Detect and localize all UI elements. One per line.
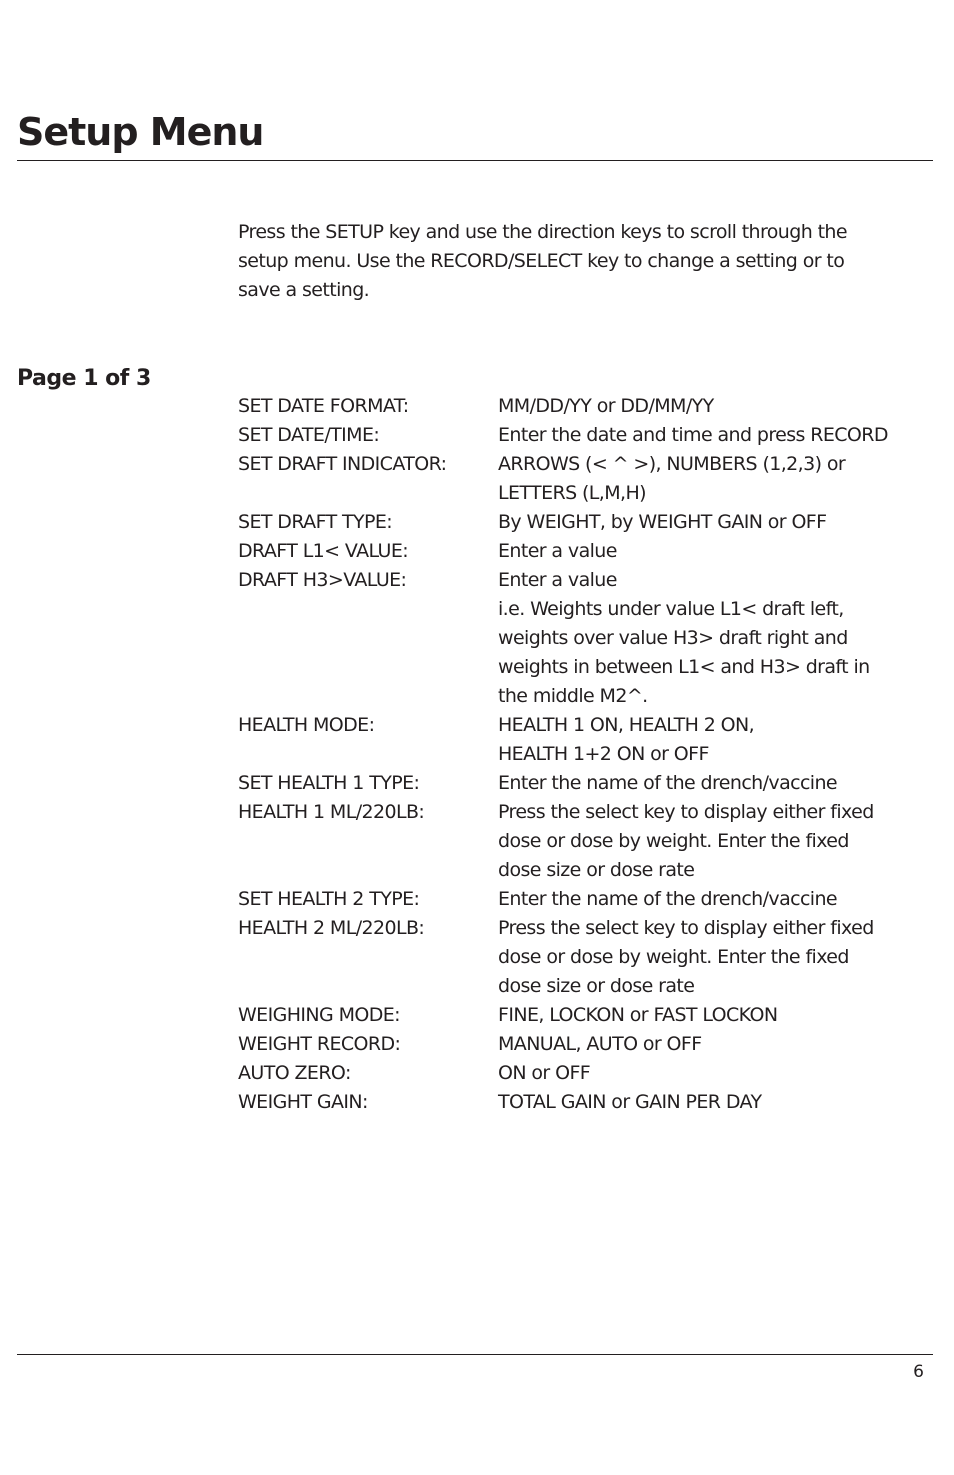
setting-value-line: Enter a value — [498, 540, 617, 562]
setting-value — [498, 508, 938, 537]
setting-value — [498, 1001, 938, 1030]
setting-value-line: the middle M2^. — [498, 685, 648, 707]
setting-value — [498, 711, 938, 769]
setting-row — [238, 508, 938, 537]
intro-line: setup menu. Use the RECORD/SELECT key to change a setting or to — [238, 250, 845, 272]
page-title: Setup Menu — [17, 110, 264, 154]
setting-value-line: dose or dose by weight. Enter the fixed — [498, 830, 849, 852]
header-divider — [17, 160, 933, 161]
setting-value — [498, 450, 938, 508]
intro-line: Press the SETUP key and use the direction keys to scroll through the — [238, 221, 847, 243]
setting-key: SET DRAFT INDICATOR: — [238, 453, 447, 475]
setting-value — [498, 914, 938, 1001]
setting-value-line: Enter the name of the drench/vaccine — [498, 888, 838, 910]
setting-key: SET HEALTH 2 TYPE: — [238, 888, 420, 910]
setting-key: WEIGHT RECORD: — [238, 1033, 401, 1055]
setting-key: SET DRAFT TYPE: — [238, 511, 393, 533]
setting-key: HEALTH MODE: — [238, 714, 375, 736]
setting-value-line: ON or OFF — [498, 1062, 591, 1084]
setting-value-line: dose size or dose rate — [498, 859, 695, 881]
page-number: 6 — [913, 1362, 924, 1382]
setting-key: WEIGHING MODE: — [238, 1004, 400, 1026]
setting-row — [238, 1059, 938, 1088]
setting-row — [238, 566, 938, 711]
setting-value-line: Press the select key to display either fixed — [498, 917, 874, 939]
setting-row — [238, 1030, 938, 1059]
setting-row — [238, 914, 938, 1001]
setting-value — [498, 885, 938, 914]
setting-value — [498, 798, 938, 885]
setting-key: DRAFT H3>VALUE: — [238, 569, 407, 591]
setting-row — [238, 421, 938, 450]
setting-value-line: MM/DD/YY or DD/MM/YY — [498, 395, 714, 417]
setting-key: DRAFT L1< VALUE: — [238, 540, 409, 562]
footer-divider — [17, 1354, 933, 1355]
setting-key: SET HEALTH 1 TYPE: — [238, 772, 420, 794]
setting-key: SET DATE FORMAT: — [238, 395, 409, 417]
setting-row — [238, 769, 938, 798]
setting-value — [498, 1059, 938, 1088]
setting-value-line: FINE, LOCKON or FAST LOCKON — [498, 1004, 778, 1026]
setting-row — [238, 798, 938, 885]
intro-line: save a setting. — [238, 279, 370, 301]
setting-row — [238, 711, 938, 769]
setting-value-line: HEALTH 1 ON, HEALTH 2 ON, — [498, 714, 755, 736]
section-label: Page 1 of 3 — [17, 366, 151, 391]
setting-value-line: MANUAL, AUTO or OFF — [498, 1033, 702, 1055]
setting-value-line: Enter the name of the drench/vaccine — [498, 772, 838, 794]
setting-value — [498, 421, 938, 450]
setting-value-line: Press the select key to display either fixed — [498, 801, 874, 823]
setting-value — [498, 1088, 938, 1117]
setting-row — [238, 450, 938, 508]
setting-value-line: Enter the date and time and press RECORD — [498, 424, 888, 446]
setting-value-line: LETTERS (L,M,H) — [498, 482, 646, 504]
setting-value — [498, 537, 938, 566]
setting-value-line: TOTAL GAIN or GAIN PER DAY — [498, 1091, 762, 1113]
setting-value-line: dose size or dose rate — [498, 975, 695, 997]
setting-value-line: weights in between L1< and H3> draft in — [498, 656, 870, 678]
setting-row — [238, 885, 938, 914]
setting-value-line: ARROWS (< ^ >), NUMBERS (1,2,3) or — [498, 453, 846, 475]
setting-row — [238, 1001, 938, 1030]
setting-key: HEALTH 2 ML/220LB: — [238, 917, 425, 939]
settings-list — [238, 392, 938, 1117]
intro-paragraph — [238, 218, 928, 305]
setting-value — [498, 566, 938, 711]
setting-row — [238, 537, 938, 566]
setting-value-line: weights over value H3> draft right and — [498, 627, 848, 649]
setting-value-line: HEALTH 1+2 ON or OFF — [498, 743, 709, 765]
setting-key: SET DATE/TIME: — [238, 424, 380, 446]
setting-key: WEIGHT GAIN: — [238, 1091, 368, 1113]
setting-key: AUTO ZERO: — [238, 1062, 351, 1084]
setting-value-line: dose or dose by weight. Enter the fixed — [498, 946, 849, 968]
setting-value — [498, 1030, 938, 1059]
setting-key: HEALTH 1 ML/220LB: — [238, 801, 425, 823]
setting-row — [238, 392, 938, 421]
setting-value-line: i.e. Weights under value L1< draft left, — [498, 598, 844, 620]
setting-value — [498, 392, 938, 421]
setting-value — [498, 769, 938, 798]
setting-value-line: By WEIGHT, by WEIGHT GAIN or OFF — [498, 511, 827, 533]
setting-row — [238, 1088, 938, 1117]
setting-value-line: Enter a value — [498, 569, 617, 591]
